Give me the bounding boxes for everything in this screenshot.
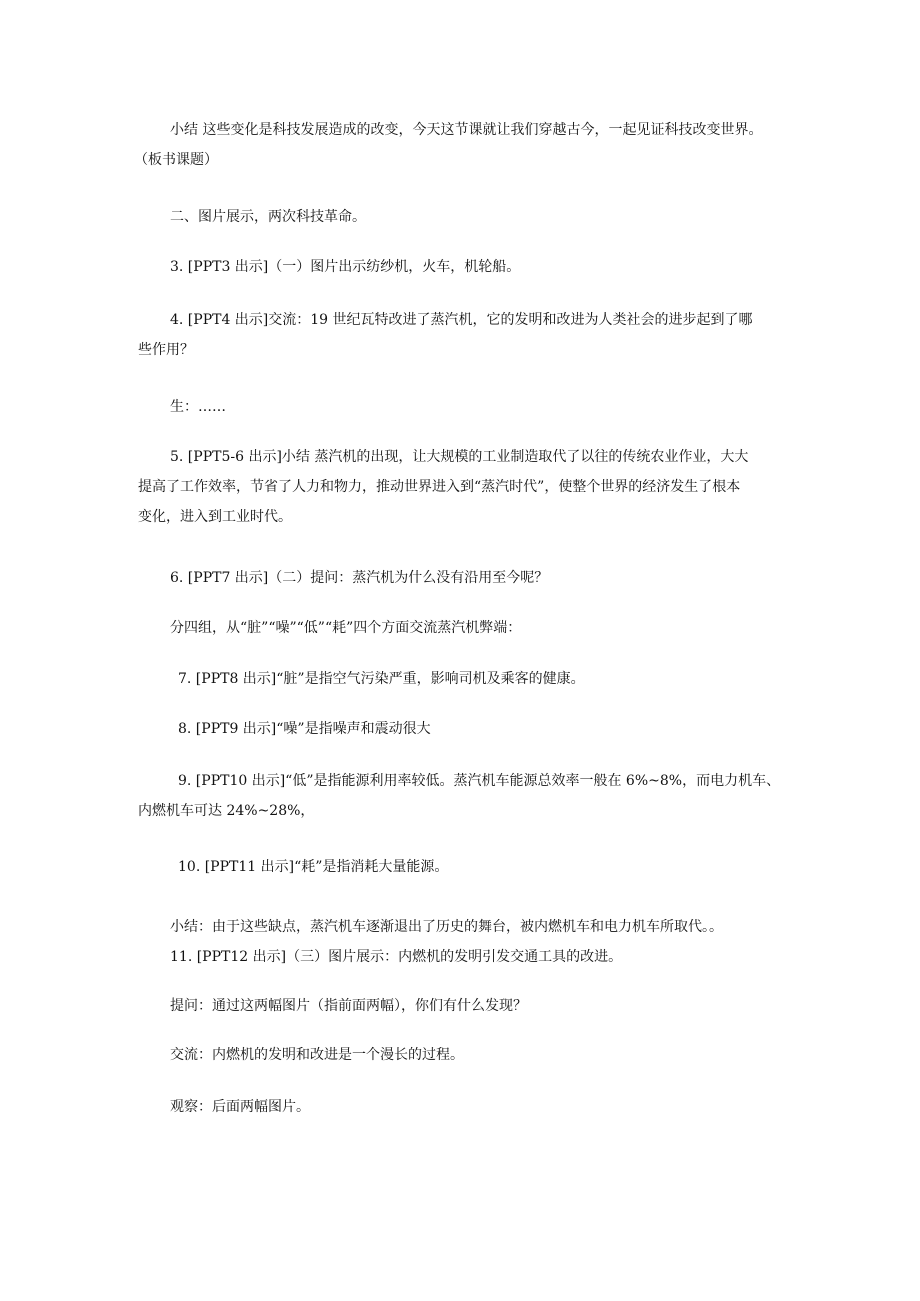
paragraph-item-6 [138, 563, 794, 593]
paragraph-student [138, 392, 794, 422]
text-line: 交流：内燃机的发明和改进是一个漫长的过程。 [170, 1047, 464, 1063]
text-line: 变化，进入到工业时代。 [138, 509, 292, 525]
text-line: 些作用？ [138, 342, 194, 358]
paragraph-item-8 [138, 714, 794, 744]
text-line: 3. [PPT3 出示]（一）图片出示纺纱机，火车，机轮船。 [170, 259, 521, 275]
text-line: 5. [PPT5-6 出示]小结 蒸汽机的出现，让大规模的工业制造取代了以往的传统农业作业，大大 [170, 449, 749, 465]
paragraph-discussion [138, 1040, 794, 1070]
paragraph-observe [138, 1092, 794, 1122]
paragraph-summary-drawbacks [138, 912, 794, 942]
paragraph-question [138, 991, 794, 1021]
paragraph-item-11 [138, 942, 794, 972]
paragraph-item-10 [138, 852, 794, 882]
text-line: 7. [PPT8 出示]“脏”是指空气污染严重，影响司机及乘客的健康。 [178, 671, 585, 687]
text-line: 6. [PPT7 出示]（二）提问：蒸汽机为什么没有沿用至今呢？ [170, 570, 549, 586]
paragraph-item-5 [138, 442, 794, 532]
text-line: 生：…… [170, 399, 226, 415]
paragraph-summary-intro [134, 115, 794, 175]
text-line: （板书课题） [134, 152, 218, 168]
text-line: 观察：后面两幅图片。 [170, 1099, 310, 1115]
paragraph-item-4 [138, 305, 794, 365]
text-line: 4. [PPT4 出示]交流：19 世纪瓦特改进了蒸汽机，它的发明和改进为人类社会的进步起到了哪 [170, 312, 753, 328]
text-line: 分四组，从“脏”“噪”“低”“耗”四个方面交流蒸汽机弊端： [170, 620, 522, 636]
paragraph-item-3 [138, 252, 794, 282]
text-line: 10. [PPT11 出示]“耗”是指消耗大量能源。 [178, 859, 449, 875]
paragraph-item-9 [138, 766, 794, 826]
text-line: 二、图片展示，两次科技革命。 [170, 209, 366, 225]
paragraph-section-two [138, 202, 794, 232]
paragraph-groups [138, 613, 794, 643]
text-line: 11. [PPT12 出示]（三）图片展示：内燃机的发明引发交通工具的改进。 [170, 949, 623, 965]
text-line: 提问：通过这两幅图片（指前面两幅），你们有什么发现？ [170, 998, 527, 1014]
text-line: 内燃机车可达 24%~28%， [138, 803, 315, 819]
text-line: 提高了工作效率，节省了人力和物力，推动世界进入到“蒸汽时代”，使整个世界的经济发生了根本 [138, 479, 741, 495]
text-line: 9. [PPT10 出示]“低”是指能源利用率较低。蒸汽机车能源总效率一般在 6%~8%，而电力机车、 [178, 773, 781, 789]
paragraph-item-7 [138, 664, 794, 694]
text-line: 小结：由于这些缺点，蒸汽机车逐渐退出了历史的舞台，被内燃机车和电力机车所取代。。 [170, 919, 723, 935]
text-line: 小结 这些变化是科技发展造成的改变，今天这节课就让我们穿越古今，一起见证科技改变世界。 [170, 122, 763, 138]
text-line: 8. [PPT9 出示]“噪”是指噪声和震动很大 [178, 721, 431, 737]
